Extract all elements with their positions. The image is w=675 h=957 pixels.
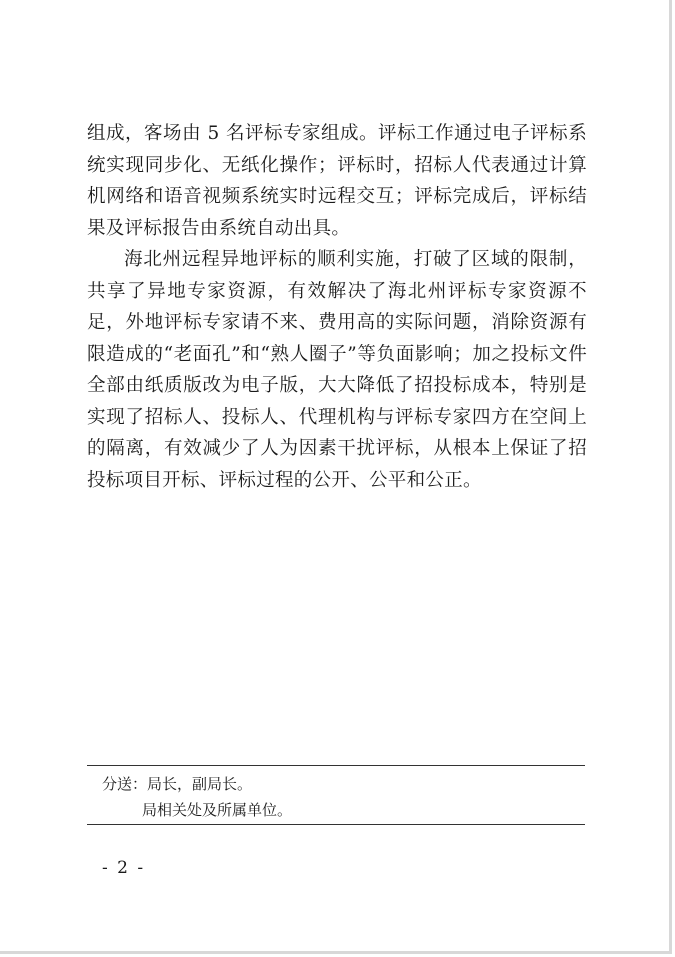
paragraph-2: 海北州远程异地评标的顺利实施，打破了区域的限制，共享了异地专家资源，有效解决了海北州评标专家资源不足，外地评标专家请不来、费用高的实际问题，消除资源有限造成的“老面孔”和“熟人圈子”等负面影响；加之投标文件全部由纸质版改为电子版，大大降低了招投标成本，特别是实现了招标人、投标人、代理机构与评标专家四方在空间上的隔离，有效减少了人为因素干扰评标，从根本上保证了招投标项目开标、评标过程的公开、公平和公正。 xyxy=(87,249,587,491)
paragraph-1: 组成，客场由 5 名评标专家组成。评标工作通过电子评标系统实现同步化、无纸化操作；评标时，招标人代表通过计算机网络和语音视频系统实时远程交互；评标完成后，评标结果及评标报告由系统自动出具。 xyxy=(87,123,587,239)
distribution-line-1: 分送：局长，副局长。 xyxy=(102,775,253,793)
page-number: - 2 - xyxy=(102,858,146,878)
distribution-block xyxy=(102,771,292,823)
body-text xyxy=(87,118,587,496)
distribution-top-rule xyxy=(87,765,585,766)
distribution-line-2: 局相关处及所属单位。 xyxy=(142,801,293,819)
distribution-bottom-rule xyxy=(87,824,585,825)
